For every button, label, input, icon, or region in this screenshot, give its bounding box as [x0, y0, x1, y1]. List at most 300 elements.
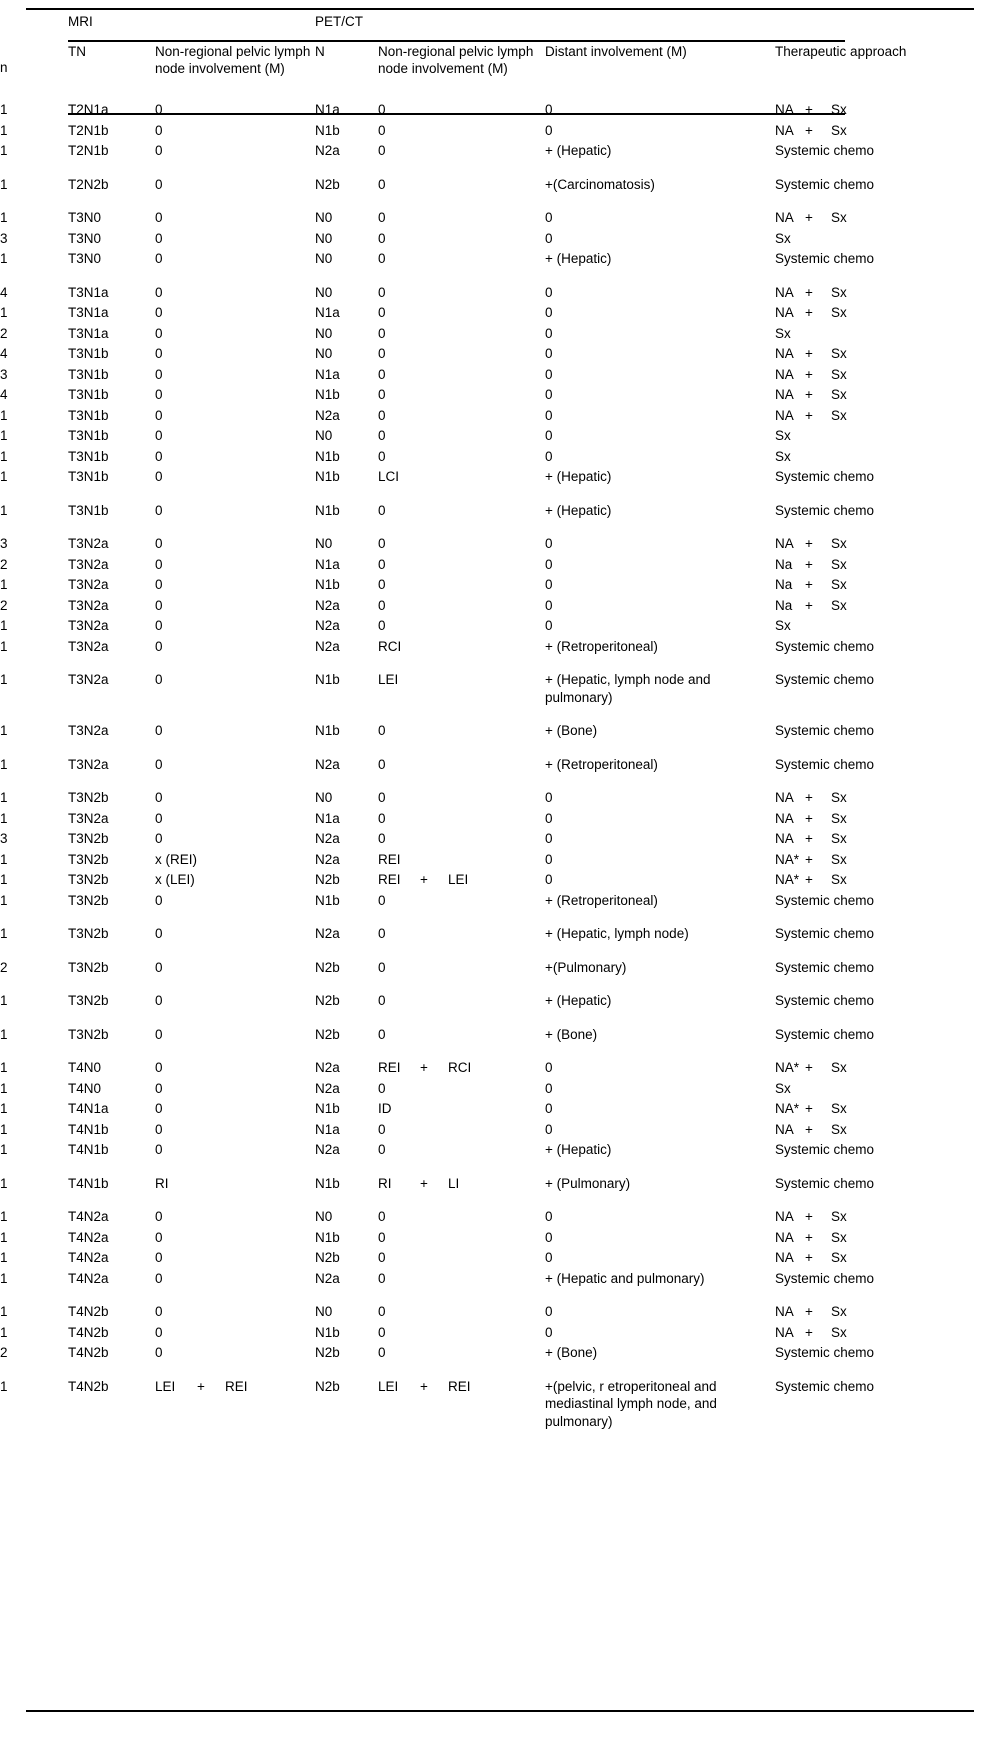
cell-distant: 0 — [545, 366, 553, 382]
cell-pet-n: N1b — [315, 892, 340, 908]
cell-n: 1 — [0, 448, 8, 464]
cell-pet-n: N0 — [315, 251, 333, 266]
cell-pet-n: N2a — [315, 597, 340, 613]
cell-n: 1 — [0, 210, 8, 225]
cell-n: 1 — [0, 638, 8, 654]
cell-mri-tn: T4N1a — [68, 1101, 109, 1116]
cell-therapeutic: Sx — [775, 428, 791, 443]
cell-mri-nonregional: 0 — [155, 1060, 163, 1075]
cell-distant: 0 — [545, 122, 553, 138]
cell-therapeutic: NA + Sx — [775, 305, 847, 320]
cell-n: 3 — [0, 230, 8, 246]
cell-pet-n: N1a — [315, 1121, 340, 1137]
cell-pet-nonregional: 0 — [378, 892, 386, 908]
cell-mri-tn: T3N2a — [68, 536, 109, 551]
cell-mri-tn: T3N2a — [68, 756, 109, 772]
cell-mri-tn: T3N1a — [68, 305, 109, 320]
cell-pet-n: N1a — [315, 102, 340, 117]
cell-therapeutic: Sx — [775, 325, 791, 341]
cell-mri-tn: T3N2a — [68, 672, 109, 687]
cell-therapeutic: NA + Sx — [775, 346, 847, 361]
cell-pet-nonregional: REI — [378, 851, 401, 867]
cell-n: 3 — [0, 366, 8, 382]
cell-n: 4 — [0, 387, 8, 402]
cell-pet-nonregional: 0 — [378, 1345, 386, 1360]
cell-n: 2 — [0, 597, 8, 613]
cell-mri-tn: T3N1b — [68, 387, 109, 402]
cell-n: 1 — [0, 176, 8, 192]
cell-distant: 0 — [545, 577, 553, 592]
cell-pet-nonregional: 0 — [378, 346, 386, 361]
cell-pet-n: N1b — [315, 122, 340, 138]
cell-mri-nonregional: 0 — [155, 448, 163, 464]
cell-pet-n: N0 — [315, 210, 333, 225]
cell-pet-nonregional: 0 — [378, 143, 386, 158]
cell-mri-nonregional: 0 — [155, 251, 163, 266]
cell-therapeutic: Systemic chemo — [775, 926, 875, 941]
cell-pet-n: N0 — [315, 536, 333, 551]
cell-mri-tn: T3N2b — [68, 872, 109, 887]
cell-mri-nonregional: x (LEI) — [155, 872, 195, 887]
cell-therapeutic: Sx — [775, 1080, 791, 1096]
cell-distant: 0 — [545, 556, 553, 572]
cell-distant: + (Bone) — [545, 1345, 598, 1360]
cell-distant: 0 — [545, 536, 553, 551]
column-header-pet-n: N — [315, 44, 325, 59]
table-row — [0, 195, 1000, 229]
cell-pet-n: N2a — [315, 926, 340, 941]
cell-mri-nonregional: 0 — [155, 1345, 163, 1360]
table-row — [0, 657, 1000, 708]
cell-mri-tn: T3N2b — [68, 1026, 109, 1042]
cell-n: 1 — [0, 502, 8, 518]
cell-n: 1 — [0, 872, 8, 887]
cell-mri-nonregional: 0 — [155, 122, 163, 138]
cell-pet-n: N2b — [315, 1345, 340, 1360]
cell-n: 1 — [0, 407, 8, 423]
column-header-distant: Distant involvement (M) — [545, 44, 687, 59]
cell-distant: 0 — [545, 230, 553, 246]
cell-pet-nonregional: 0 — [378, 1080, 386, 1096]
cell-distant: +(pelvic, r etroperitoneal and mediastinal lymph node, and pulmonary) — [545, 1378, 717, 1429]
cell-distant: + (Pulmonary) — [545, 1175, 631, 1191]
cell-n: 1 — [0, 1304, 8, 1319]
cell-n: 2 — [0, 959, 8, 975]
cell-n: 1 — [0, 618, 8, 633]
table-row — [0, 141, 1000, 162]
cell-distant: 0 — [545, 346, 553, 361]
cell-pet-n: N2a — [315, 831, 340, 846]
cell-pet-nonregional: 0 — [378, 556, 386, 572]
table-row — [0, 121, 1000, 142]
table-row — [0, 978, 1000, 1012]
cell-mri-tn: T4N1b — [68, 1121, 109, 1137]
cell-distant: + (Hepatic and pulmonary) — [545, 1270, 705, 1286]
column-header-pet-nonregional: Non-regional pelvic lymph node involvement (M) — [378, 44, 534, 76]
cell-mri-tn: T4N2b — [68, 1304, 109, 1319]
cell-distant: + (Bone) — [545, 1026, 598, 1042]
cell-therapeutic: NA* + Sx — [775, 851, 847, 867]
cell-distant: 0 — [545, 1229, 553, 1245]
cell-pet-n: N1b — [315, 502, 340, 518]
table-row — [0, 616, 1000, 637]
cell-pet-nonregional: 0 — [378, 325, 386, 341]
cell-pet-nonregional: 0 — [378, 926, 386, 941]
table-row — [0, 596, 1000, 617]
cell-n: 1 — [0, 1229, 8, 1245]
cell-pet-n: N1b — [315, 577, 340, 592]
table-row — [0, 1364, 1000, 1433]
cell-pet-nonregional: 0 — [378, 176, 386, 192]
table-row — [0, 891, 1000, 912]
cell-pet-nonregional: 0 — [378, 366, 386, 382]
table-row — [0, 637, 1000, 658]
cell-mri-tn: T2N2b — [68, 176, 109, 192]
cell-n: 1 — [0, 102, 8, 117]
cell-pet-nonregional: 0 — [378, 1142, 386, 1157]
cell-pet-n: N1b — [315, 1324, 340, 1340]
cell-mri-nonregional: 0 — [155, 556, 163, 572]
cell-pet-nonregional: RCI — [378, 638, 402, 654]
cell-distant: 0 — [545, 210, 553, 225]
cell-pet-n: N1b — [315, 672, 340, 687]
cell-mri-nonregional: 0 — [155, 1101, 163, 1116]
cell-pet-nonregional: 0 — [378, 428, 386, 443]
cell-pet-n: N1a — [315, 810, 340, 826]
cell-distant: 0 — [545, 851, 553, 867]
cell-mri-nonregional: 0 — [155, 387, 163, 402]
cell-pet-nonregional: 0 — [378, 407, 386, 423]
cell-pet-n: N2b — [315, 993, 340, 1008]
table-row — [0, 775, 1000, 809]
cell-pet-nonregional: 0 — [378, 723, 386, 738]
table-row — [0, 1269, 1000, 1290]
table-row — [0, 229, 1000, 250]
cell-mri-tn: T3N1b — [68, 428, 109, 443]
cell-pet-n: N2a — [315, 756, 340, 772]
cell-mri-tn: T4N0 — [68, 1060, 102, 1075]
cell-distant: 0 — [545, 1250, 553, 1265]
table-row — [0, 1140, 1000, 1161]
cell-mri-tn: T3N0 — [68, 210, 102, 225]
table-row — [0, 249, 1000, 270]
cell-pet-n: N2a — [315, 1270, 340, 1286]
cell-n: 3 — [0, 536, 8, 551]
cell-distant: 0 — [545, 790, 553, 805]
cell-distant: + (Hepatic, lymph node) — [545, 926, 689, 941]
group-header-mri: MRI — [68, 14, 93, 29]
cell-distant: 0 — [545, 448, 553, 464]
cell-mri-tn: T3N2a — [68, 638, 109, 654]
cell-distant: + (Hepatic) — [545, 993, 612, 1008]
cell-pet-n: N2a — [315, 851, 340, 867]
cell-pet-n: N1b — [315, 1229, 340, 1245]
cell-mri-nonregional: x (REI) — [155, 851, 197, 867]
table-row — [0, 1323, 1000, 1344]
cell-pet-nonregional: 0 — [378, 756, 386, 772]
cell-mri-tn: T3N1a — [68, 284, 109, 300]
cell-distant: 0 — [545, 1060, 553, 1075]
cell-mri-tn: T3N2a — [68, 597, 109, 613]
cell-pet-n: N2a — [315, 407, 340, 423]
cell-distant: + (Bone) — [545, 723, 598, 738]
cell-mri-nonregional: 0 — [155, 325, 163, 341]
cell-therapeutic: Systemic chemo — [775, 723, 875, 738]
table-row — [0, 1248, 1000, 1269]
cell-distant: 0 — [545, 387, 553, 402]
cell-distant: + (Hepatic) — [545, 251, 612, 266]
cell-mri-nonregional: 0 — [155, 469, 163, 484]
cell-mri-nonregional: 0 — [155, 1324, 163, 1340]
column-header-n: n — [0, 60, 8, 75]
cell-pet-n: N2b — [315, 176, 340, 192]
cell-n: 1 — [0, 1378, 8, 1394]
cell-mri-tn: T3N1b — [68, 366, 109, 382]
cell-pet-nonregional: 0 — [378, 1229, 386, 1245]
cell-mri-tn: T3N2b — [68, 926, 109, 941]
group-header-therapeutic-spacer — [775, 0, 1000, 32]
cell-distant: 0 — [545, 284, 553, 300]
cell-pet-n: N0 — [315, 284, 333, 300]
cell-mri-nonregional: 0 — [155, 176, 163, 192]
cell-therapeutic: NA + Sx — [775, 1209, 847, 1224]
table-row — [0, 1045, 1000, 1079]
table-row — [0, 809, 1000, 830]
cell-therapeutic: Systemic chemo — [775, 756, 875, 772]
cell-therapeutic: NA + Sx — [775, 387, 847, 402]
cell-mri-nonregional: 0 — [155, 366, 163, 382]
table-row — [0, 467, 1000, 488]
table-row — [0, 555, 1000, 576]
group-header-petct: PET/CT — [315, 14, 364, 29]
table-row — [0, 829, 1000, 850]
table-row — [0, 365, 1000, 386]
cell-mri-nonregional: 0 — [155, 618, 163, 633]
cell-n: 1 — [0, 1270, 8, 1286]
cell-distant: + (Retroperitoneal) — [545, 892, 658, 908]
cell-pet-n: N1b — [315, 387, 340, 402]
cell-mri-tn: T4N1b — [68, 1142, 109, 1157]
cell-pet-nonregional: 0 — [378, 1270, 386, 1286]
cell-mri-tn: T4N2b — [68, 1324, 109, 1340]
cell-pet-nonregional: 0 — [378, 1026, 386, 1042]
cell-therapeutic: Na + Sx — [775, 556, 847, 572]
cell-pet-n: N1b — [315, 1101, 340, 1116]
cell-distant: 0 — [545, 1101, 553, 1116]
table-row — [0, 406, 1000, 427]
cell-mri-nonregional: 0 — [155, 1229, 163, 1245]
cell-pet-n: N0 — [315, 790, 333, 805]
cell-therapeutic: NA + Sx — [775, 284, 847, 300]
cell-pet-nonregional: 0 — [378, 790, 386, 805]
cell-n: 1 — [0, 469, 8, 484]
cell-n: 1 — [0, 1060, 8, 1075]
cell-pet-nonregional: 0 — [378, 251, 386, 266]
cell-mri-nonregional: 0 — [155, 1209, 163, 1224]
table-head — [0, 0, 1000, 87]
cell-pet-nonregional: LEI + REI — [378, 1378, 471, 1394]
cell-mri-tn: T3N2a — [68, 810, 109, 826]
cell-pet-n: N2b — [315, 959, 340, 975]
cell-pet-n: N2a — [315, 618, 340, 633]
cell-n: 1 — [0, 1142, 8, 1157]
cell-mri-nonregional: 0 — [155, 536, 163, 551]
cell-n: 1 — [0, 428, 8, 443]
cell-n: 1 — [0, 1080, 8, 1096]
cell-n: 1 — [0, 143, 8, 158]
table-row — [0, 1161, 1000, 1195]
cell-therapeutic: Systemic chemo — [775, 502, 875, 518]
cell-pet-nonregional: 0 — [378, 1324, 386, 1340]
cell-therapeutic: NA + Sx — [775, 536, 847, 551]
cell-mri-tn: T3N2b — [68, 993, 109, 1008]
table-row — [0, 1343, 1000, 1364]
cell-mri-nonregional: 0 — [155, 638, 163, 654]
table-body — [0, 87, 1000, 1432]
cell-therapeutic: NA + Sx — [775, 210, 847, 225]
cell-mri-tn: T3N2a — [68, 556, 109, 572]
cell-distant: 0 — [545, 305, 553, 320]
cell-n: 1 — [0, 1175, 8, 1191]
cell-pet-nonregional: 0 — [378, 122, 386, 138]
cell-therapeutic: NA + Sx — [775, 810, 847, 826]
table-row — [0, 742, 1000, 776]
cell-pet-nonregional: REI + RCI — [378, 1060, 472, 1075]
cell-mri-tn: T4N2b — [68, 1345, 109, 1360]
cell-n: 2 — [0, 556, 8, 572]
cell-distant: +(Carcinomatosis) — [545, 176, 655, 192]
cell-therapeutic: NA + Sx — [775, 790, 847, 805]
cell-n: 1 — [0, 810, 8, 826]
cell-pet-nonregional: 0 — [378, 831, 386, 846]
cell-pet-nonregional: 0 — [378, 230, 386, 246]
table-row — [0, 1228, 1000, 1249]
cell-n: 1 — [0, 1101, 8, 1116]
cell-therapeutic: Systemic chemo — [775, 672, 875, 687]
cell-distant: 0 — [545, 325, 553, 341]
cell-pet-nonregional: 0 — [378, 1121, 386, 1137]
table-row — [0, 385, 1000, 406]
table-row — [0, 87, 1000, 121]
group-header-row — [0, 0, 1000, 32]
cell-distant: 0 — [545, 1304, 553, 1319]
cell-mri-nonregional: 0 — [155, 756, 163, 772]
cell-pet-n: N2a — [315, 1142, 340, 1157]
cell-mri-tn: T3N1b — [68, 448, 109, 464]
cell-mri-nonregional: 0 — [155, 1121, 163, 1137]
cell-mri-nonregional: 0 — [155, 102, 163, 117]
cell-pet-n: N2b — [315, 1250, 340, 1265]
cell-distant: + (Hepatic) — [545, 1142, 612, 1157]
table-row — [0, 270, 1000, 304]
cell-mri-nonregional: 0 — [155, 210, 163, 225]
cell-therapeutic: NA + Sx — [775, 366, 847, 382]
cell-mri-nonregional: 0 — [155, 230, 163, 246]
cell-pet-nonregional: 0 — [378, 1250, 386, 1265]
cell-therapeutic: Sx — [775, 618, 791, 633]
cell-pet-nonregional: LCI — [378, 469, 400, 484]
cell-pet-nonregional: 0 — [378, 210, 386, 225]
cell-pet-nonregional: 0 — [378, 305, 386, 320]
cell-pet-nonregional: 0 — [378, 618, 386, 633]
cell-distant: + (Hepatic) — [545, 469, 612, 484]
cell-therapeutic: NA + Sx — [775, 407, 847, 423]
table-row — [0, 1289, 1000, 1323]
cell-mri-nonregional: 0 — [155, 346, 163, 361]
cell-therapeutic: Systemic chemo — [775, 959, 875, 975]
cell-distant: + (Retroperitoneal) — [545, 756, 658, 772]
cell-mri-tn: T3N2a — [68, 618, 109, 633]
cell-mri-tn: T3N2b — [68, 790, 109, 805]
cell-therapeutic: NA* + Sx — [775, 1060, 847, 1075]
cell-mri-nonregional: 0 — [155, 597, 163, 613]
cell-pet-n: N0 — [315, 428, 333, 443]
cell-mri-nonregional: 0 — [155, 428, 163, 443]
cell-mri-nonregional: 0 — [155, 810, 163, 826]
table-row — [0, 1012, 1000, 1046]
cell-pet-n: N1b — [315, 469, 340, 484]
cell-therapeutic: Systemic chemo — [775, 469, 875, 484]
cell-pet-n: N1a — [315, 556, 340, 572]
cell-mri-tn: T3N1b — [68, 407, 109, 423]
cell-distant: +(Pulmonary) — [545, 959, 627, 975]
cell-distant: 0 — [545, 1080, 553, 1096]
table-row — [0, 850, 1000, 871]
cell-pet-n: N0 — [315, 230, 333, 246]
table-row — [0, 1099, 1000, 1120]
cell-mri-nonregional: 0 — [155, 723, 163, 738]
cell-n: 2 — [0, 325, 8, 341]
cell-mri-nonregional: 0 — [155, 284, 163, 300]
cell-pet-n: N1a — [315, 305, 340, 320]
cell-therapeutic: Systemic chemo — [775, 892, 875, 908]
cell-distant: 0 — [545, 618, 553, 633]
cell-n: 1 — [0, 1026, 8, 1042]
table-row — [0, 911, 1000, 945]
cell-therapeutic: Sx — [775, 230, 791, 246]
cell-n: 1 — [0, 892, 8, 908]
table-row — [0, 344, 1000, 365]
cell-n: 4 — [0, 284, 8, 300]
cell-distant: 0 — [545, 407, 553, 423]
cell-mri-tn: T3N1a — [68, 325, 109, 341]
cell-pet-n: N2a — [315, 1080, 340, 1096]
cell-distant: + (Hepatic) — [545, 502, 612, 518]
cell-distant: 0 — [545, 872, 553, 887]
cell-n: 1 — [0, 926, 8, 941]
cell-mri-nonregional: 0 — [155, 1142, 163, 1157]
cell-pet-nonregional: LEI — [378, 672, 399, 687]
cell-pet-nonregional: REI + LEI — [378, 872, 469, 887]
cell-pet-nonregional: 0 — [378, 1209, 386, 1224]
table-row — [0, 303, 1000, 324]
cell-mri-tn: T4N1b — [68, 1175, 109, 1191]
cell-distant: 0 — [545, 831, 553, 846]
cell-mri-tn: T3N1b — [68, 346, 109, 361]
cell-n: 1 — [0, 723, 8, 738]
cell-therapeutic: Systemic chemo — [775, 1175, 875, 1191]
cell-mri-nonregional: RI — [155, 1175, 169, 1191]
table-row — [0, 1120, 1000, 1141]
cell-n: 4 — [0, 346, 8, 361]
cell-therapeutic: NA* + Sx — [775, 1101, 847, 1116]
cell-n: 1 — [0, 1209, 8, 1224]
cell-mri-nonregional: 0 — [155, 892, 163, 908]
column-header-mri-tn: TN — [68, 44, 86, 59]
cell-pet-nonregional: 0 — [378, 102, 386, 117]
cell-distant: + (Retroperitoneal) — [545, 638, 658, 654]
cell-pet-n: N1b — [315, 1175, 340, 1191]
